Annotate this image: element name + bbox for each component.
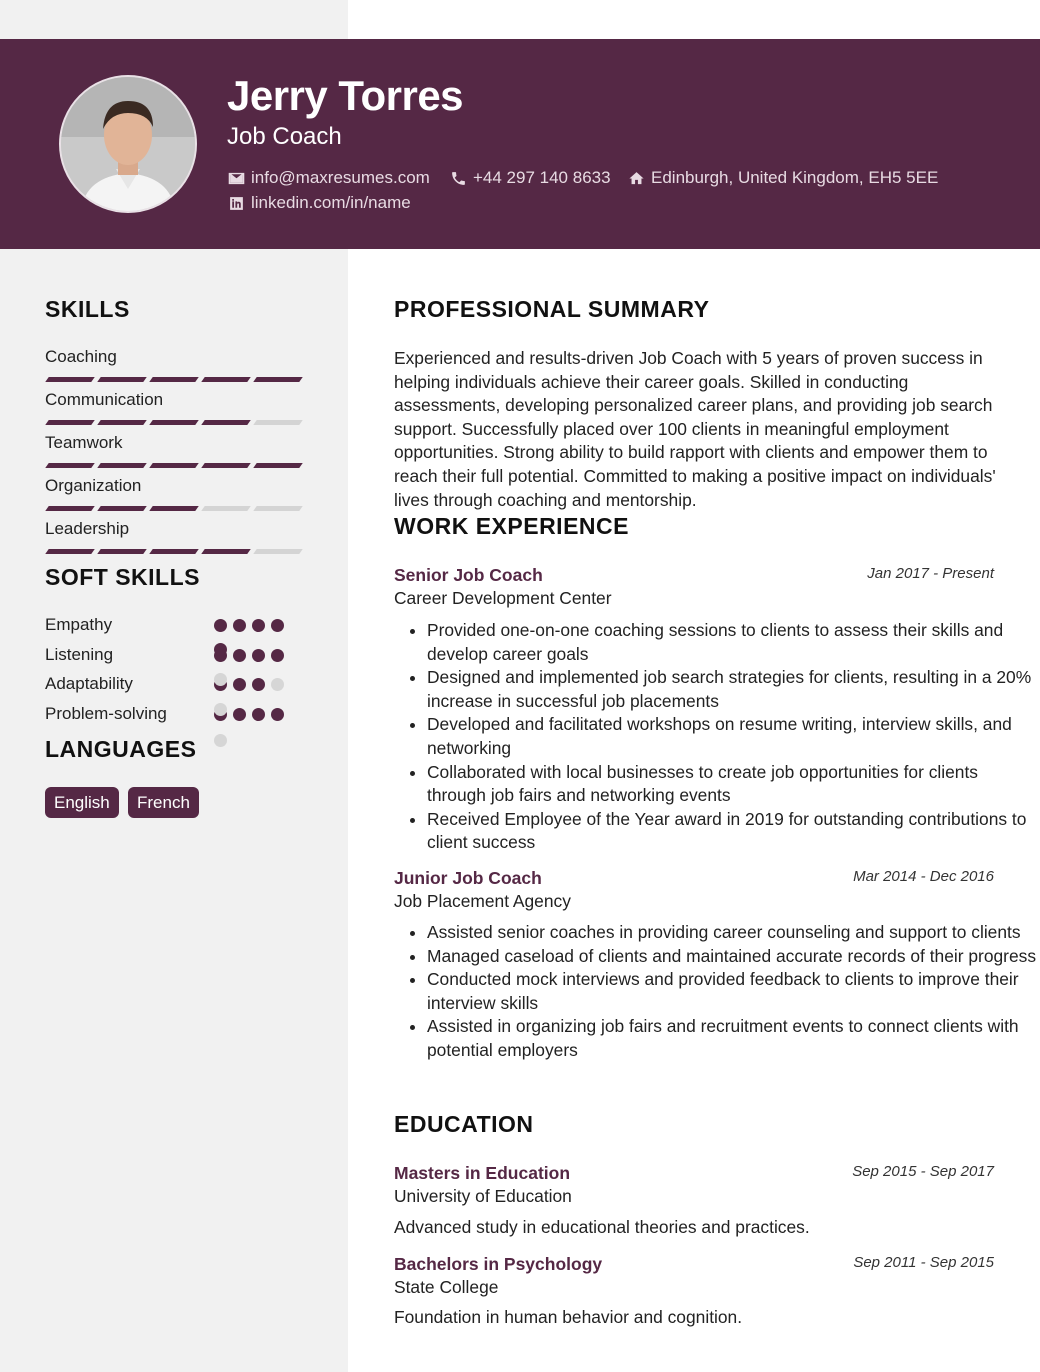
rating-dot (214, 643, 227, 656)
education-date: Sep 2011 - Sep 2015 (853, 1254, 994, 1271)
skill-label: Communication (45, 390, 164, 409)
rating-dot (271, 649, 284, 662)
skill-label: Coaching (45, 347, 117, 366)
school-name: University of Education (394, 1186, 572, 1206)
skill-bar-segment (45, 377, 95, 382)
rating-dot (233, 708, 246, 721)
home-icon (628, 170, 645, 187)
job-title: Senior Job Coach (394, 565, 543, 585)
skill-bar-segment (97, 463, 147, 468)
skill-level-bar (47, 549, 301, 554)
envelope-icon (228, 170, 245, 187)
skill-bar-segment (201, 463, 251, 468)
rating-dot (214, 673, 227, 686)
education-description: Foundation in human behavior and cognition. (394, 1307, 743, 1327)
linkedin-icon (228, 195, 245, 212)
skill-level-bar (47, 463, 301, 468)
soft-skill-label: Empathy (45, 615, 113, 634)
rating-dot (233, 649, 246, 662)
job-title-header: Job Coach (227, 123, 342, 150)
job-bullet: • Received Employee of the Year award in 2019 for outstanding contributions to client success (427, 808, 1037, 855)
skill-bar-segment (253, 549, 303, 554)
skill-bar-segment (149, 463, 199, 468)
experience-heading: WORK EXPERIENCE (394, 513, 629, 539)
skill-bar-segment (149, 420, 199, 425)
skill-label: Teamwork (45, 433, 123, 452)
job-bullet: • Conducted mock interviews and provided feedback to clients to improve their interview skills (427, 968, 1037, 1015)
skill-bar-segment (201, 506, 251, 511)
phone-text: +44 297 140 8633 (473, 168, 611, 187)
soft-skills-heading: SOFT SKILLS (45, 564, 200, 590)
job-bullet: • Managed caseload of clients and maintained accurate records of their progress (427, 945, 1037, 969)
skill-bar-segment (149, 506, 199, 511)
contact-phone[interactable] (450, 168, 611, 188)
email-text: info@maxresumes.com (251, 168, 430, 187)
job-bullet: • Provided one-on-one coaching sessions to clients to assess their skills and develop career goals (427, 619, 1037, 666)
skill-bar-segment (45, 420, 95, 425)
language-tag-english: English (45, 787, 119, 818)
rating-dot (214, 619, 227, 632)
skill-bar-segment (201, 420, 251, 425)
skill-bar-segment (149, 549, 199, 554)
rating-dot (252, 708, 265, 721)
rating-dot (252, 619, 265, 632)
skill-bar-segment (45, 506, 95, 511)
skill-bar-segment (253, 377, 303, 382)
job-bullet: • Developed and facilitated workshops on resume writing, interview skills, and networking (427, 713, 1037, 760)
job-date: Mar 2014 - Dec 2016 (853, 868, 994, 885)
skill-level-bar (47, 377, 301, 382)
education-description: Advanced study in educational theories and practices. (394, 1217, 810, 1237)
candidate-name: Jerry Torres (227, 72, 464, 119)
skill-bar-segment (97, 549, 147, 554)
rating-dot (214, 734, 227, 747)
education-heading: EDUCATION (394, 1111, 534, 1137)
skill-bar-segment (253, 463, 303, 468)
skill-label: Organization (45, 476, 142, 495)
rating-dot (233, 678, 246, 691)
language-tag-french: French (128, 787, 199, 818)
job-bullet: • Assisted senior coaches in providing career counseling and support to clients (427, 921, 1037, 945)
profile-photo (59, 75, 197, 213)
skill-bar-segment (97, 420, 147, 425)
rating-dot (214, 703, 227, 716)
rating-dot (233, 619, 246, 632)
skill-bar-segment (97, 377, 147, 382)
phone-icon (450, 170, 467, 187)
soft-skill-label: Problem-solving (45, 704, 167, 724)
soft-skill-label: Adaptability (45, 674, 133, 694)
skill-bar-segment (253, 506, 303, 511)
job-bullet: • Collaborated with local businesses to create job opportunities for clients through job fairs and networking events (427, 761, 1037, 808)
skill-bar-segment (149, 377, 199, 382)
skill-bar-segment (253, 420, 303, 425)
address-text: Edinburgh, United Kingdom, EH5 5EE (651, 168, 939, 187)
job-bullets (394, 619, 1037, 855)
summary-text: Experienced and results-driven Job Coach with 5 years of proven success in helping individuals achieve their career goals. Skilled in conducting assessments, developing personalized career plans, and providing job search support. Successfully placed over 100 clients in meaningful employment opportunities. Strong ability to build rapport with clients and empower them to reach their full potential. Committed to making a positive impact on individuals' lives through coaching and mentorship. (394, 348, 996, 510)
job-bullet: • Designed and implemented job search strategies for clients, resulting in a 20% increase in successful job placements (427, 666, 1037, 713)
job-title: Junior Job Coach (394, 868, 542, 888)
skill-bar-segment (45, 549, 95, 554)
job-bullets (394, 921, 1037, 1063)
rating-dot (252, 678, 265, 691)
skill-level-bar (47, 420, 301, 425)
soft-skill-label: Listening (45, 644, 114, 664)
job-employer: Job Placement Agency (394, 891, 571, 911)
skill-label: Leadership (45, 519, 130, 538)
degree-title: Bachelors in Psychology (394, 1254, 603, 1274)
job-bullet: • Assisted in organizing job fairs and recruitment events to connect clients with potential employers (427, 1015, 1037, 1062)
skill-bar-segment (97, 506, 147, 511)
job-date: Jan 2017 - Present (867, 565, 994, 582)
job-employer: Career Development Center (394, 588, 612, 608)
skill-bar-segment (201, 377, 251, 382)
skill-bar-segment (45, 463, 95, 468)
rating-dot (271, 708, 284, 721)
contact-address (628, 168, 938, 188)
skill-bar-segment (201, 549, 251, 554)
skill-level-bar (47, 506, 301, 511)
school-name: State College (394, 1277, 499, 1297)
contact-email[interactable] (228, 168, 430, 188)
soft-skill-rating (214, 619, 284, 632)
languages-heading: LANGUAGES (45, 736, 197, 762)
summary-heading: PROFESSIONAL SUMMARY (394, 296, 710, 322)
contact-linkedin[interactable] (228, 193, 411, 213)
degree-title: Masters in Education (394, 1163, 571, 1183)
rating-dot (252, 649, 265, 662)
linkedin-text: linkedin.com/in/name (251, 193, 411, 212)
education-date: Sep 2015 - Sep 2017 (852, 1163, 994, 1180)
rating-dot (271, 678, 284, 691)
rating-dot (271, 619, 284, 632)
skills-heading: SKILLS (45, 296, 130, 322)
